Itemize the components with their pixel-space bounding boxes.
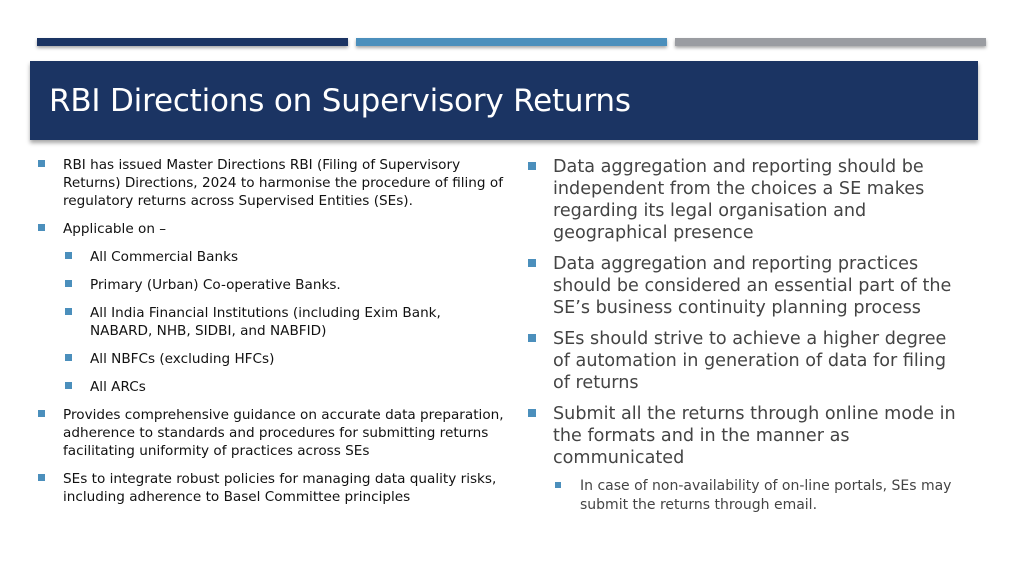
list-item-text: RBI has issued Master Directions RBI (Filing of Supervisory Returns) Directions, 2024 to harmonise the procedure of filing of regulatory returns across Supervised Entities (SEs). [63, 157, 503, 209]
list-item [36, 156, 506, 210]
square-bullet-icon [65, 252, 72, 259]
square-bullet-icon [65, 354, 72, 361]
sub-list-item-text: All India Financial Institutions (including Exim Bank, NABARD, NHB, SIDBI, and NABFID) [90, 305, 441, 339]
list-item-text: SEs to integrate robust policies for managing data quality risks, including adherence to Basel Committee principles [63, 471, 497, 505]
left-bullet-list [36, 156, 506, 506]
list-item [36, 406, 506, 460]
accent-bar-gray [675, 38, 986, 46]
list-item [526, 253, 966, 319]
square-bullet-icon [38, 160, 45, 167]
accent-bar-light-blue [356, 38, 667, 46]
left-column [36, 156, 506, 516]
list-item-text: Data aggregation and reporting should be independent from the choices a SE makes regarding its legal organisation and geographical presence [553, 157, 925, 243]
right-bullet-list [526, 156, 966, 515]
list-item-text: Data aggregation and reporting practices should be considered an essential part of the SE’s business continuity planning process [553, 254, 952, 318]
sub-list-item [63, 350, 506, 368]
sub-list-item [63, 248, 506, 266]
list-item-text: Submit all the returns through online mode in the formats and in the manner as communicated [553, 404, 956, 468]
list-item [36, 470, 506, 506]
slide-title: RBI Directions on Supervisory Returns [49, 82, 631, 119]
sub-list-item [63, 378, 506, 396]
square-bullet-icon [528, 259, 536, 267]
square-bullet-icon [528, 334, 536, 342]
right-column [526, 156, 966, 524]
list-item-text: Provides comprehensive guidance on accurate data preparation, adherence to standards and procedures for submitting returns facilitating uniformity of practices across SEs [63, 407, 504, 459]
list-item-text: Applicable on – [63, 221, 167, 237]
square-bullet-icon [528, 162, 536, 170]
square-bullet-icon [38, 410, 45, 417]
square-bullet-icon [65, 308, 72, 315]
square-bullet-icon [38, 224, 45, 231]
sub-list-item-text: All NBFCs (excluding HFCs) [90, 351, 275, 367]
list-item [526, 156, 966, 244]
square-bullet-icon [65, 280, 72, 287]
accent-bar-dark-blue [37, 38, 348, 46]
sub-list-item [63, 304, 506, 340]
square-bullet-icon [65, 382, 72, 389]
sub-list-item [63, 276, 506, 294]
sub-list-item-text: Primary (Urban) Co-operative Banks. [90, 277, 341, 293]
sub-bullet-list [63, 248, 506, 396]
sub-list-item [553, 477, 966, 515]
sub-list-item-text: All Commercial Banks [90, 249, 239, 265]
square-bullet-icon [555, 482, 561, 488]
sub-list-item-text: In case of non-availability of on-line portals, SEs may submit the returns through email. [580, 478, 952, 513]
list-item [526, 403, 966, 515]
square-bullet-icon [38, 474, 45, 481]
square-bullet-icon [528, 409, 536, 417]
sub-list-item-text: All ARCs [90, 379, 146, 395]
sub-bullet-list [553, 477, 966, 515]
list-item [526, 328, 966, 394]
list-item [36, 220, 506, 396]
list-item-text: SEs should strive to achieve a higher degree of automation in generation of data for filing of returns [553, 329, 947, 393]
title-band [30, 61, 978, 140]
